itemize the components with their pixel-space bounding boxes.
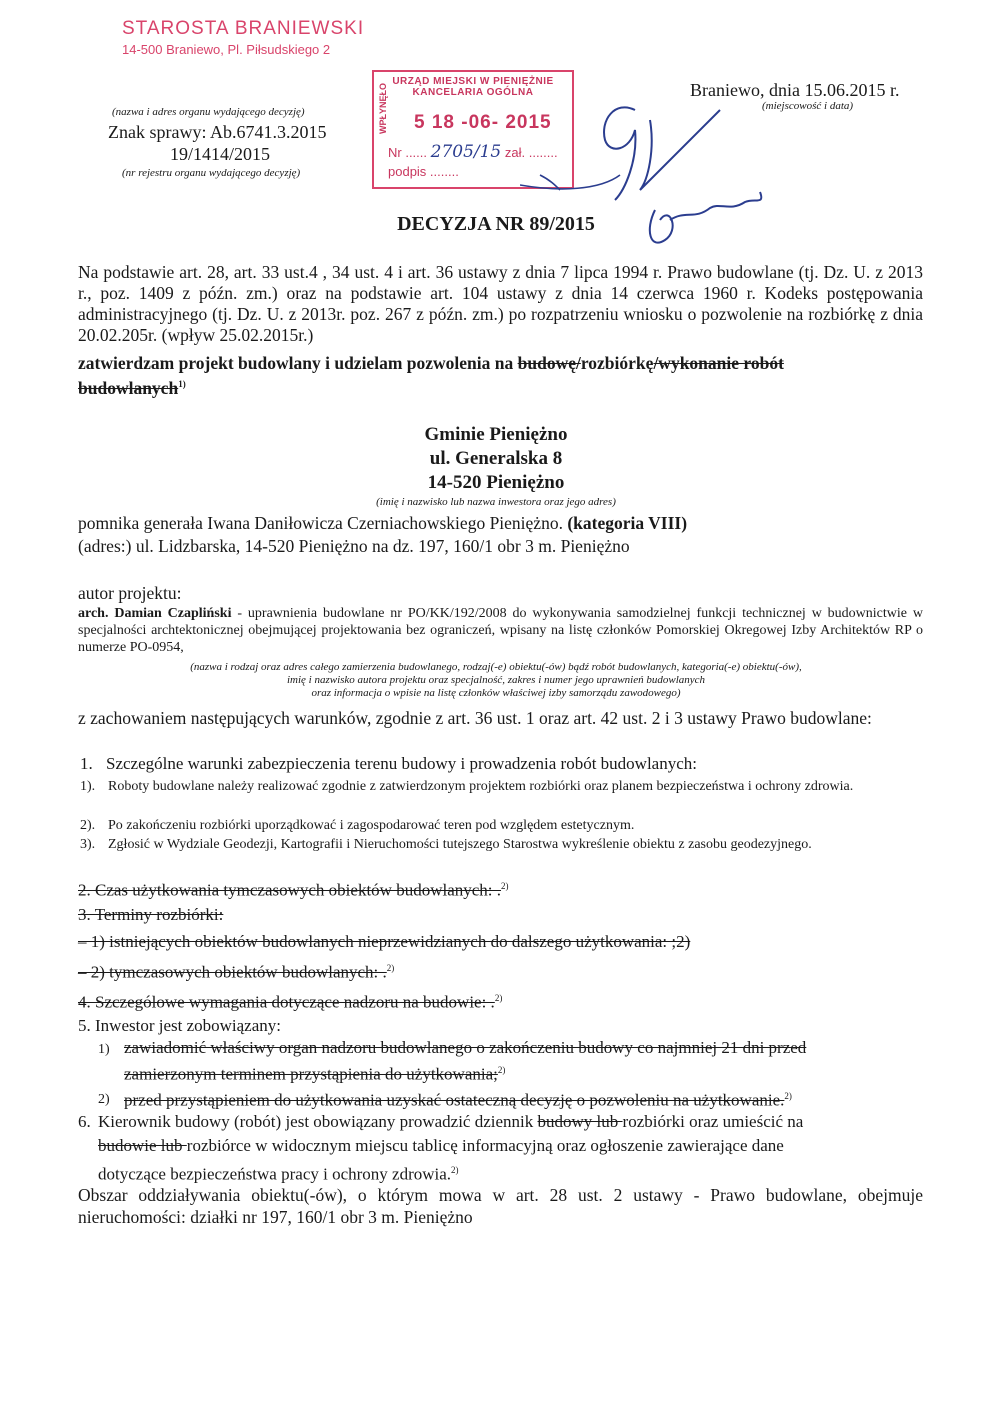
condition-2-number: 2).	[80, 818, 96, 833]
section-5-item-2-number: 2)	[98, 1092, 110, 1107]
section-5-item-2-text: przed przystąpieniem do użytkowania uzyskać ostateczną decyzję o pozwoleniu na użytkowanie.	[124, 1090, 785, 1110]
struck-section-3b-sup: 2)	[386, 963, 395, 973]
section-5-item-1-line-2	[124, 1060, 505, 1085]
section-6-struck-2: budowie lub	[98, 1136, 187, 1155]
reg-stamp-nr-value: 2705/15	[430, 142, 502, 162]
approval-statement	[78, 353, 923, 399]
reg-stamp-podpis: podpis ........	[388, 164, 459, 179]
section-5-item-2-sup: 2)	[784, 1091, 792, 1101]
struck-section-2-sup: 2)	[501, 881, 509, 891]
section-5-item-1-number: 1)	[98, 1042, 110, 1057]
section-6-part-4: dotyczące bezpieczeństwa pracy i ochrony zdrowia.	[98, 1164, 452, 1184]
approval-footnote: 1)	[178, 379, 186, 389]
section-5-item-2	[124, 1086, 792, 1111]
reg-stamp-zal: zał. ........	[504, 145, 558, 160]
approval-kept: rozbiórkę	[580, 353, 654, 373]
approval-struck-1: budowę/	[517, 353, 581, 373]
register-caption: (nr rejestru organu wydającego decyzję)	[122, 167, 301, 179]
decision-title: DECYZJA NR 89/2015	[397, 213, 595, 235]
condition-3-text: Zgłosić w Wydziale Geodezji, Kartografii i Nieruchomości tutejszego Starostwa wykreślenie obiektu z zasobu geodezyjnego.	[108, 837, 812, 852]
struck-section-4-text: 4. Szczególowe wymagania dotyczące nadzoru na budowie: .	[78, 992, 495, 1012]
struck-section-2	[78, 876, 509, 901]
register-number: 19/1414/2015	[170, 144, 271, 164]
struck-section-3: 3. Terminy rozbiórki:	[78, 905, 224, 924]
approval-struck-3: budowlanych	[78, 377, 179, 398]
organ-caption: (nazwa i adres organu wydającego decyzję)	[112, 106, 305, 118]
section-6-number: 6.	[78, 1112, 91, 1131]
section-5-item-1-text-2: zamierzonym terminem przystąpienia do użytkowania;	[124, 1064, 498, 1084]
section-6-part-2: rozbiórki oraz umieścić na	[622, 1112, 804, 1131]
author-caption-2: imię i nazwisko autora projektu oraz specjalność, zakres i numer jego uprawnień budowlanych	[286, 674, 706, 686]
section-5-title: 5. Inwestor jest zobowiązany:	[78, 1016, 281, 1035]
author-name: arch. Damian Czapliński	[78, 606, 232, 621]
object-description	[78, 513, 687, 534]
struck-section-4	[78, 988, 502, 1013]
conditions-intro: z zachowaniem następujących warunków, zgodnie z art. 36 ust. 1 oraz art. 42 ust. 2 i 3 ustawy Prawo budowlane:	[78, 708, 872, 728]
investor-caption: (imię i nazwisko lub nazwa inwestora oraz jego adres)	[376, 496, 616, 508]
section-6-part-3: rozbiórce w widocznym miejscu tablicę informacyjną oraz ogłoszenie zawierające dane	[186, 1136, 784, 1155]
condition-1-number: 1).	[80, 779, 96, 794]
section-6-text	[98, 1110, 923, 1187]
stamp-line-2: 14-500 Braniewo, Pl. Piłsudskiego 2	[122, 42, 331, 57]
struck-section-3b-text: – 2) tymczasowych obiektów budowlanych: .	[78, 962, 387, 982]
section-1-number: 1.	[80, 754, 93, 773]
stamp-line-1: STAROSTA BRANIEWSKI	[122, 18, 365, 39]
approval-text: zatwierdzam projekt budowlany i udzielam pozwolenia na	[78, 353, 518, 373]
struck-section-3b	[78, 958, 394, 983]
section-1-title: Szczególne warunki zabezpieczenia terenu budowy i prowadzenia robót budowlanych:	[106, 754, 697, 773]
condition-2-text: Po zakończeniu rozbiórki uporządkować i zagospodarować teren pod względem estetycznym.	[108, 818, 635, 833]
place-date-caption: (miejscowość i data)	[762, 100, 854, 112]
section-5-item-1-line-1: zawiadomić właściwy organ nadzoru budowlanego o zakończeniu budowy co najmniej 21 dni przed	[124, 1038, 807, 1057]
author-details	[78, 605, 923, 656]
reg-stamp-line-2: KANCELARIA OGÓLNA	[412, 87, 534, 98]
investor-street: ul. Generalska 8	[429, 448, 563, 469]
reg-stamp-line-1: URZĄD MIEJSKI W PIENIĘŻNIE	[392, 76, 554, 87]
object-category: (kategoria VIII)	[567, 513, 688, 533]
approval-struck-2: /wykonanie robót	[653, 353, 784, 373]
condition-3-number: 3).	[80, 837, 96, 852]
section-6-sup: 2)	[451, 1165, 459, 1175]
reg-stamp-date: 5 18 -06- 2015	[414, 112, 552, 133]
reg-stamp-nr-label: Nr ......	[388, 145, 427, 160]
struck-section-4-sup: 2)	[494, 993, 503, 1003]
impact-area-paragraph: Obszar oddziaływania obiektu(-ów), o którym mowa w art. 28 ust. 2 ustawy - Prawo budowlane, obejmuje nieruchomości: działki nr 197, 160/1 obr 3 m. Pieniężno	[78, 1185, 923, 1227]
struck-section-3a: – 1) istniejących obiektów budowlanych nieprzewidzianych do dalszego użytkowania: ;2)	[78, 932, 691, 951]
legal-basis-paragraph: Na podstawie art. 28, art. 33 ust.4 , 34 ust. 4 i art. 36 ustawy z dnia 7 lipca 1994 r. Prawo budowlane (tj. Dz. U. z 2013 r., poz. 1409 z późn. zm.) oraz na podstawie art. 104 ustawy z dnia 14 czerwca 1960 r. Kodeks postępowania administracyjnego (tj. Dz. U. z 2013r. poz. 267 z późn. zm.) po rozpatrzeniu wniosku o pozwolenie na rozbiórkę z dnia 20.02.205r. (wpływ 25.02.2015r.)	[78, 262, 923, 345]
object-line-1: pomnika generała Iwana Daniłowicza Czerniachowskiego Pieniężno.	[78, 513, 563, 533]
place-date: Braniewo, dnia 15.06.2015 r.	[690, 80, 900, 100]
author-caption-3: oraz informacja o wpisie na listę członków właściwej izby samorządu zawodowego)	[311, 687, 681, 699]
struck-section-2-text: 2. Czas użytkowania tymczasowych obiektów budowlanych: .	[78, 880, 502, 900]
investor-city: 14-520 Pieniężno	[427, 472, 565, 493]
section-5-item-1-sup: 2)	[497, 1065, 506, 1075]
reg-stamp-side-label: WPŁYNĘŁO	[378, 83, 388, 134]
investor-name: Gminie Pieniężno	[424, 424, 568, 445]
object-address: (adres:) ul. Lidzbarska, 14-520 Pieniężno na dz. 197, 160/1 obr 3 m. Pieniężno	[78, 536, 630, 556]
starosta-stamp	[122, 18, 364, 57]
author-caption-1: (nazwa i rodzaj oraz adres całego zamierzenia budowlanego, rodzaj(-e) obiektu(-ów) bądź robót budowlanych, kategoria(-e) obiektu(-ów),	[190, 661, 802, 673]
author-label: autor projektu:	[78, 583, 182, 603]
section-6-struck-1: budowy lub	[537, 1112, 623, 1131]
case-sign: Znak sprawy: Ab.6741.3.2015	[108, 122, 327, 142]
condition-1-text: Roboty budowlane należy realizować zgodnie z zatwierdzonym projektem rozbiórki oraz planem bezpieczeństwa i ochrony zdrowia.	[108, 779, 854, 794]
author-qualifications: - uprawnienia budowlane nr PO/KK/192/2008 do wykonywania samodzielnej funkcji technicznej w budownictwie w specjalności archtektonicznej obejmującej projektowania bez ograniczeń, wpisany na listę członków Pomorskiej Okregowej Izby Architektów RP o numerze PO-0954,	[78, 606, 923, 655]
section-6-part-1: Kierownik budowy (robót) jest obowiązany prowadzić dziennik	[98, 1112, 538, 1131]
